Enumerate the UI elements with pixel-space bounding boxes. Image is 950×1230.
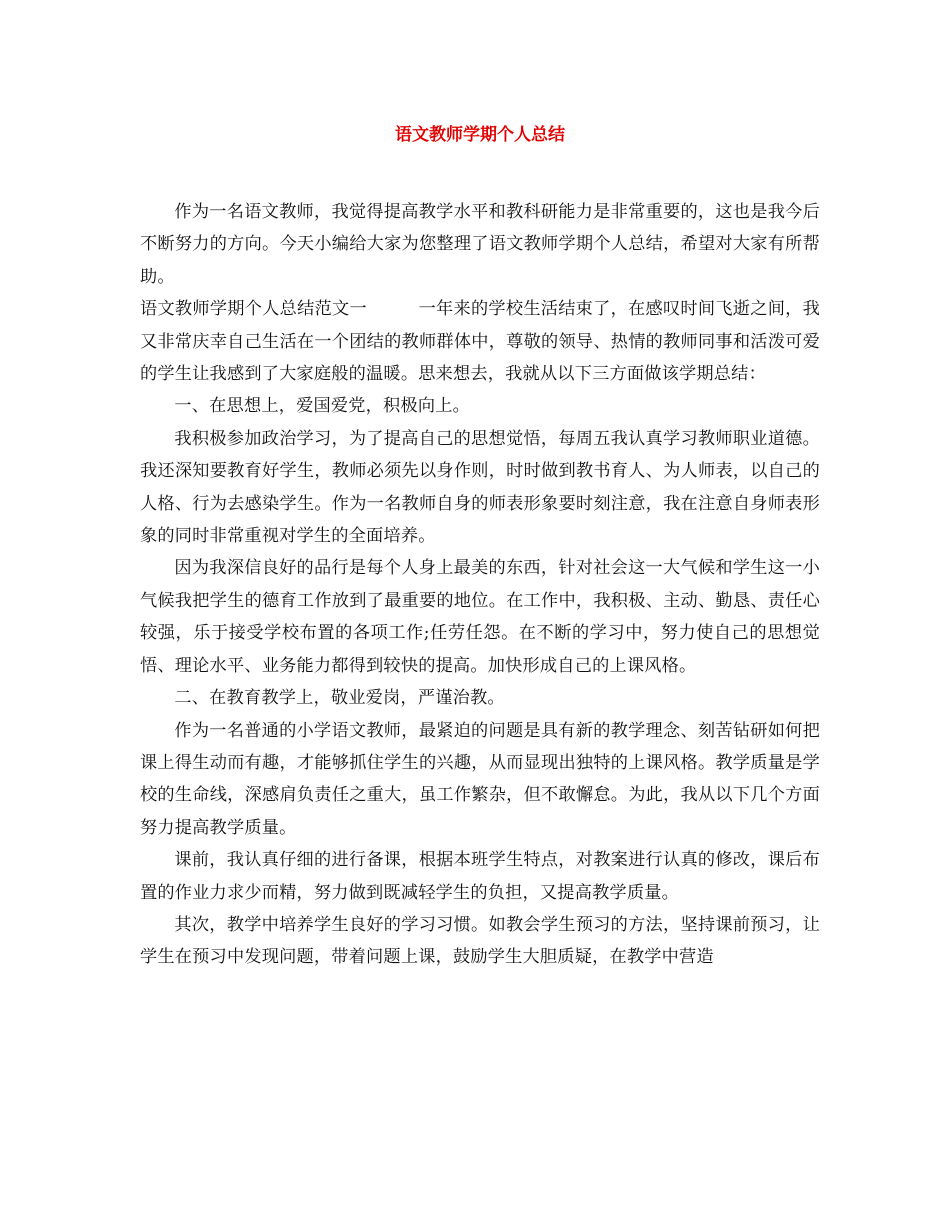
sample-one-heading: 语文教师学期个人总结范文一 [140,299,367,320]
body-paragraph-political-study: 我积极参加政治学习，为了提高自己的思想觉悟，每周五我认真学习教师职业道德。我还深知要教育好学生，教师必须先以身作则，时时做到教书育人、为人师表，以自己的人格、行为去感染学生。作为一名教师自身的师表形象要时刻注意，我在注意自身师表形象的同时非常重视对学生的全面培养。 [140,428,820,547]
sample-one-text: 一年来的学校生活结束了，在感叹时间飞逝之间，我又非常庆幸自己生活在一个团结的教师群体中，尊敬的领导、热情的教师同事和活泼可爱的学生让我感到了大家庭般的温暖。思来想去，我就从以下三方面做该学期总结： [140,299,820,385]
document-title: 语文教师学期个人总结 [395,125,565,145]
body-paragraph-moral-education: 因为我深信良好的品行是每个人身上最美的东西，针对社会这一大气候和学生这一小气候我把学生的德育工作放到了最重要的地位。在工作中，我积极、主动、勤恳、责任心较强，乐于接受学校布置的各项工作;任劳任怨。在不断的学习中，努力使自己的思想觉悟、理论水平、业务能力都得到较快的提高。加快形成自己的上课风格。 [140,558,820,676]
body-paragraph-lesson-prep: 课前，我认真仔细的进行备课，根据本班学生特点，对教案进行认真的修改，课后布置的作业力求少而精，努力做到既减轻学生的负担，又提高教学质量。 [140,850,820,903]
section-two-heading: 二、在教育教学上，敬业爱岗，严谨治教。 [174,688,505,709]
section-one-heading: 一、在思想上，爱国爱党，积极向上。 [174,396,470,417]
intro-paragraph: 作为一名语文教师，我觉得提高教学水平和教科研能力是非常重要的，这也是我今后不断努力的方向。今天小编给大家为您整理了语文教师学期个人总结，希望对大家有所帮助。 [140,202,820,287]
sample-one-paragraph [140,293,820,390]
body-paragraph-teaching-style: 作为一名普通的小学语文教师，最紧迫的问题是具有新的教学理念、刻苦钻研如何把课上得生动而有趣，才能够抓住学生的兴趣，从而显现出独特的上课风格。教学质量是学校的生命线，深感肩负责任之重大，虽工作繁杂，但不敢懈怠。为此，我从以下几个方面努力提高教学质量。 [140,720,820,838]
body-paragraph-study-habits: 其次，教学中培养学生良好的学习习惯。如教会学生预习的方法，坚持课前预习，让学生在预习中发现问题，带着问题上课，鼓励学生大胆质疑，在教学中营造 [140,914,820,968]
